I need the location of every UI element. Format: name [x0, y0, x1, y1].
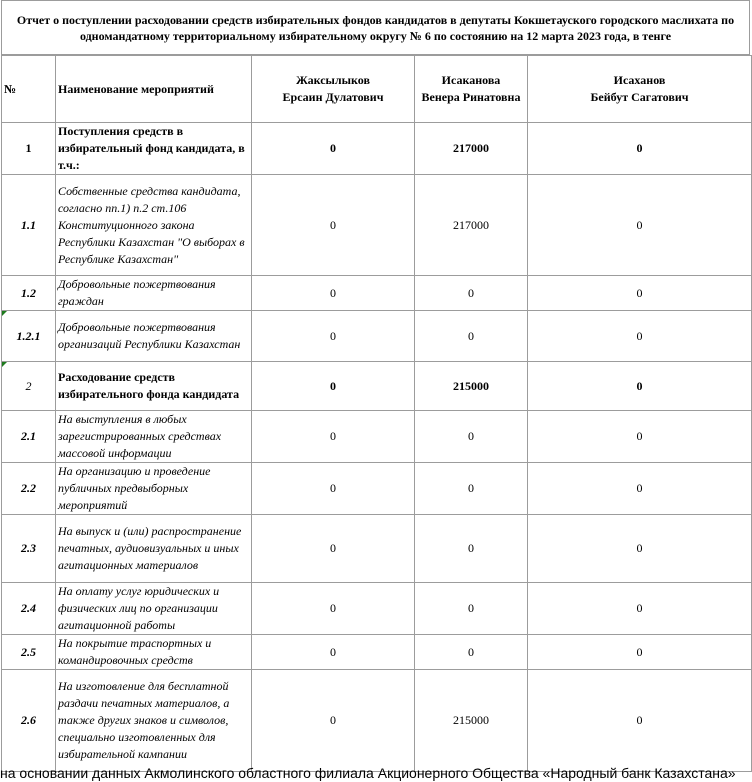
- row-label: На оплату услуг юридических и физических лиц по организации агитационной работы: [56, 583, 252, 635]
- row-value-candidate-3: 0: [528, 311, 752, 362]
- table-row: [2, 362, 752, 411]
- row-label: Добровольные пожертвования граждан: [56, 276, 252, 311]
- row-number: 2.3: [2, 515, 56, 583]
- table-row: [2, 175, 752, 276]
- row-value-candidate-2: 0: [415, 276, 528, 311]
- candidate-3-name: Бейбут Сагатович: [590, 90, 689, 104]
- row-value-candidate-3: 0: [528, 463, 752, 515]
- row-value-candidate-3: 0: [528, 515, 752, 583]
- row-number: 2.4: [2, 583, 56, 635]
- col-header-num: №: [2, 56, 56, 123]
- report-title: Отчет о поступлении расходовании средств избирательных фондов кандидатов в депутаты Кокшетауского городского маслихата по одномандатному территориальному избирательному округу № 6 по состоянию на 12 марта 2023 года, в тенге: [1, 0, 750, 55]
- row-number: 1.2.1: [2, 311, 56, 362]
- row-value-candidate-3: 0: [528, 276, 752, 311]
- row-value-candidate-2: 0: [415, 463, 528, 515]
- candidate-1-surname: Жаксылыков: [296, 73, 370, 87]
- table-row: [2, 411, 752, 463]
- row-label: Собственные средства кандидата, согласно пп.1) п.2 ст.106 Конституционного закона Республики Казахстан "О выборах в Республике Казахстан": [56, 175, 252, 276]
- col-header-candidate-3: [528, 56, 752, 123]
- header-row: [2, 56, 752, 123]
- row-value-candidate-1: 0: [252, 463, 415, 515]
- row-value-candidate-1: 0: [252, 276, 415, 311]
- row-label: Расходование средств избирательного фонда кандидата: [56, 362, 252, 411]
- row-value-candidate-1: 0: [252, 123, 415, 175]
- row-value-candidate-2: 215000: [415, 670, 528, 772]
- row-value-candidate-3: 0: [528, 411, 752, 463]
- table-row: [2, 670, 752, 772]
- candidate-2-surname: Исаканова: [441, 73, 501, 87]
- report-table: [1, 55, 752, 772]
- row-label: На организацию и проведение публичных предвыборных мероприятий: [56, 463, 252, 515]
- row-value-candidate-2: 217000: [415, 123, 528, 175]
- row-value-candidate-3: 0: [528, 362, 752, 411]
- row-number: 1: [2, 123, 56, 175]
- candidate-3-surname: Исаханов: [613, 73, 666, 87]
- row-value-candidate-1: 0: [252, 311, 415, 362]
- row-value-candidate-3: 0: [528, 175, 752, 276]
- table-row: [2, 311, 752, 362]
- table-row: [2, 463, 752, 515]
- table-row: [2, 123, 752, 175]
- row-label: На покрытие траспортных и командировочных средств: [56, 635, 252, 670]
- table-row: [2, 276, 752, 311]
- row-number: 2.5: [2, 635, 56, 670]
- row-number: 2.2: [2, 463, 56, 515]
- row-value-candidate-3: 0: [528, 123, 752, 175]
- row-label: Поступления средств в избирательный фонд кандидата, в т.ч.:: [56, 123, 252, 175]
- row-value-candidate-3: 0: [528, 635, 752, 670]
- row-label: На выпуск и (или) распространение печатных, аудиовизуальных и иных агитационных материалов: [56, 515, 252, 583]
- candidate-2-name: Венера Ринатовна: [421, 90, 521, 104]
- row-value-candidate-1: 0: [252, 583, 415, 635]
- col-header-name: Наименование мероприятий: [56, 56, 252, 123]
- row-value-candidate-2: 0: [415, 515, 528, 583]
- row-label: Добровольные пожертвования организаций Республики Казахстан: [56, 311, 252, 362]
- row-number: 2.1: [2, 411, 56, 463]
- row-value-candidate-1: 0: [252, 635, 415, 670]
- row-value-candidate-2: 215000: [415, 362, 528, 411]
- row-number: 2: [2, 362, 56, 411]
- row-value-candidate-1: 0: [252, 411, 415, 463]
- row-value-candidate-1: 0: [252, 670, 415, 772]
- row-number: 1.2: [2, 276, 56, 311]
- row-value-candidate-2: 0: [415, 311, 528, 362]
- row-number: 1.1: [2, 175, 56, 276]
- table-row: [2, 635, 752, 670]
- table-row: [2, 515, 752, 583]
- col-header-candidate-1: [252, 56, 415, 123]
- row-value-candidate-3: 0: [528, 670, 752, 772]
- row-value-candidate-2: 217000: [415, 175, 528, 276]
- row-value-candidate-3: 0: [528, 583, 752, 635]
- col-header-candidate-2: [415, 56, 528, 123]
- candidate-1-name: Ерсаин Дулатович: [282, 90, 384, 104]
- row-label: На изготовление для бесплатной раздачи печатных материалов, а также других знаков и символов, специально изготовленных для избирательной кампании: [56, 670, 252, 772]
- row-label: На выступления в любых зарегистрированных средствах массовой информации: [56, 411, 252, 463]
- row-value-candidate-1: 0: [252, 175, 415, 276]
- row-value-candidate-2: 0: [415, 635, 528, 670]
- row-number: 2.6: [2, 670, 56, 772]
- row-value-candidate-1: 0: [252, 362, 415, 411]
- table-row: [2, 583, 752, 635]
- row-value-candidate-1: 0: [252, 515, 415, 583]
- source-note: на основании данных Акмолинского областного филиала Акционерного Общества «Народный банк Казахстана»: [0, 765, 736, 781]
- row-value-candidate-2: 0: [415, 583, 528, 635]
- row-value-candidate-2: 0: [415, 411, 528, 463]
